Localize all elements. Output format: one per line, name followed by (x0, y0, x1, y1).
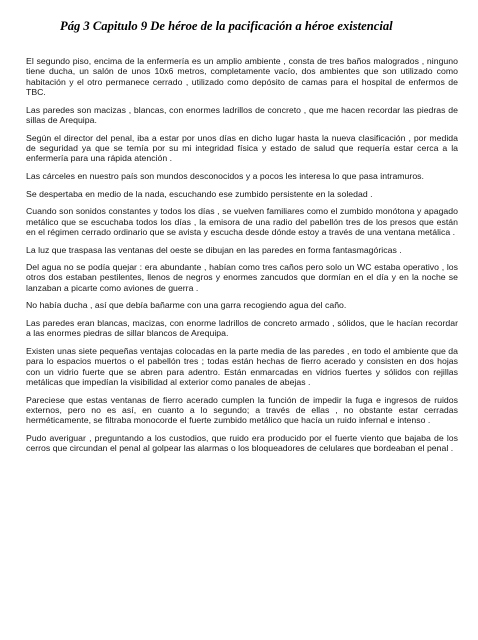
paragraph-7: La luz que traspasa las ventanas del oeste se dibujan en las paredes en forma fantasmagóricas . (26, 244, 402, 255)
paragraph-11: Existen unas siete pequeñas ventajas colocadas en la parte media de las paredes , en todo el ambiente que da para lo espacios muertos o el pabellón tres ; todas están hechas de fierro acerado y consisten en dos hojas con un vidrio fuerte que se abren para adentro. Están enmarcadas en vidrios fuertes y sólidos con rejillas metálicas que impedían la visibilidad al exterior como panales de abejas . (26, 346, 458, 388)
paragraph-9: No había ducha , así que debía bañarme con una garra recogiendo agua del caño. (26, 300, 347, 311)
paragraph-2: Las paredes son macizas , blancas, con enormes ladrillos de concreto , que me hacen recordar las piedras de sillas de Arequipa. (26, 104, 458, 125)
paragraph-5: Se despertaba en medio de la nada, escuchando ese zumbido persistente en la soledad . (26, 188, 373, 199)
paragraph-6: Cuando son sonidos constantes y todos los días , se vuelven familiares como el zumbido monótona y apagado metálico que se escuchaba todos los días , la emisora de una radio del pabellón tres de los presos que están en el régimen cerrado ordinario que se avista y escucha desde dónde estoy a través de una ventana metálica . (26, 206, 458, 237)
paragraph-8: Del agua no se podía quejar : era abundante , habían como tres caños pero solo un WC estaba operativo , los otros dos estaban pestilentes, llenos de negros y enormes zancudos que dormían en el día y en la noche se lanzaban a picarte como aviones de guerra . (26, 262, 458, 293)
paragraph-12: Pareciese que estas ventanas de fierro acerado cumplen la función de impedir la fuga e ingresos de ruidos externos, pero no es así, en cuanto a lo segundo; a través de ellas , no obstante estar cerradas herméticamente, se filtraba monocorde el fuerte zumbido metálico que hacía un ruido infernal e intenso . (26, 394, 458, 426)
document-body (26, 56, 458, 461)
page-header-title: Pág 3 Capitulo 9 De héroe de la pacificación a héroe existencial (60, 19, 393, 33)
paragraph-1: El segundo piso, encima de la enfermería es un amplio ambiente , consta de tres baños malogrados , ninguno tiene ducha, un salón de unos 10x6 metros, completamente vacío, dos ambientes que son utilizado como habitación y el otro permanece cerrado , utilizado como depósito de camas para el hospital de enfermos de TBC. (26, 56, 458, 97)
paragraph-3: Según el director del penal, iba a estar por unos días en dicho lugar hasta la nueva clasificación , por medida de seguridad ya que se temía por su mi integridad física y estado de salud que requería estar cerca a la enfermería para una rápida atención . (26, 132, 458, 164)
paragraph-4: Las cárceles en nuestro país son mundos desconocidos y a pocos les interesa lo que pasa intramuros. (26, 170, 424, 181)
paragraph-10: Las paredes eran blancas, macizas, con enorme ladrillos de concreto armado , sólidos, que le hacían recordar a las enormes piedras de sillar blancos de Arequipa. (26, 318, 458, 339)
paragraph-13: Pudo averiguar , preguntando a los custodios, que ruido era producido por el fuerte viento que bajaba de los cerros que circundan el penal al golpear las alarmas o los bloqueadores de celulares que bordeaban el penal . (26, 433, 458, 454)
